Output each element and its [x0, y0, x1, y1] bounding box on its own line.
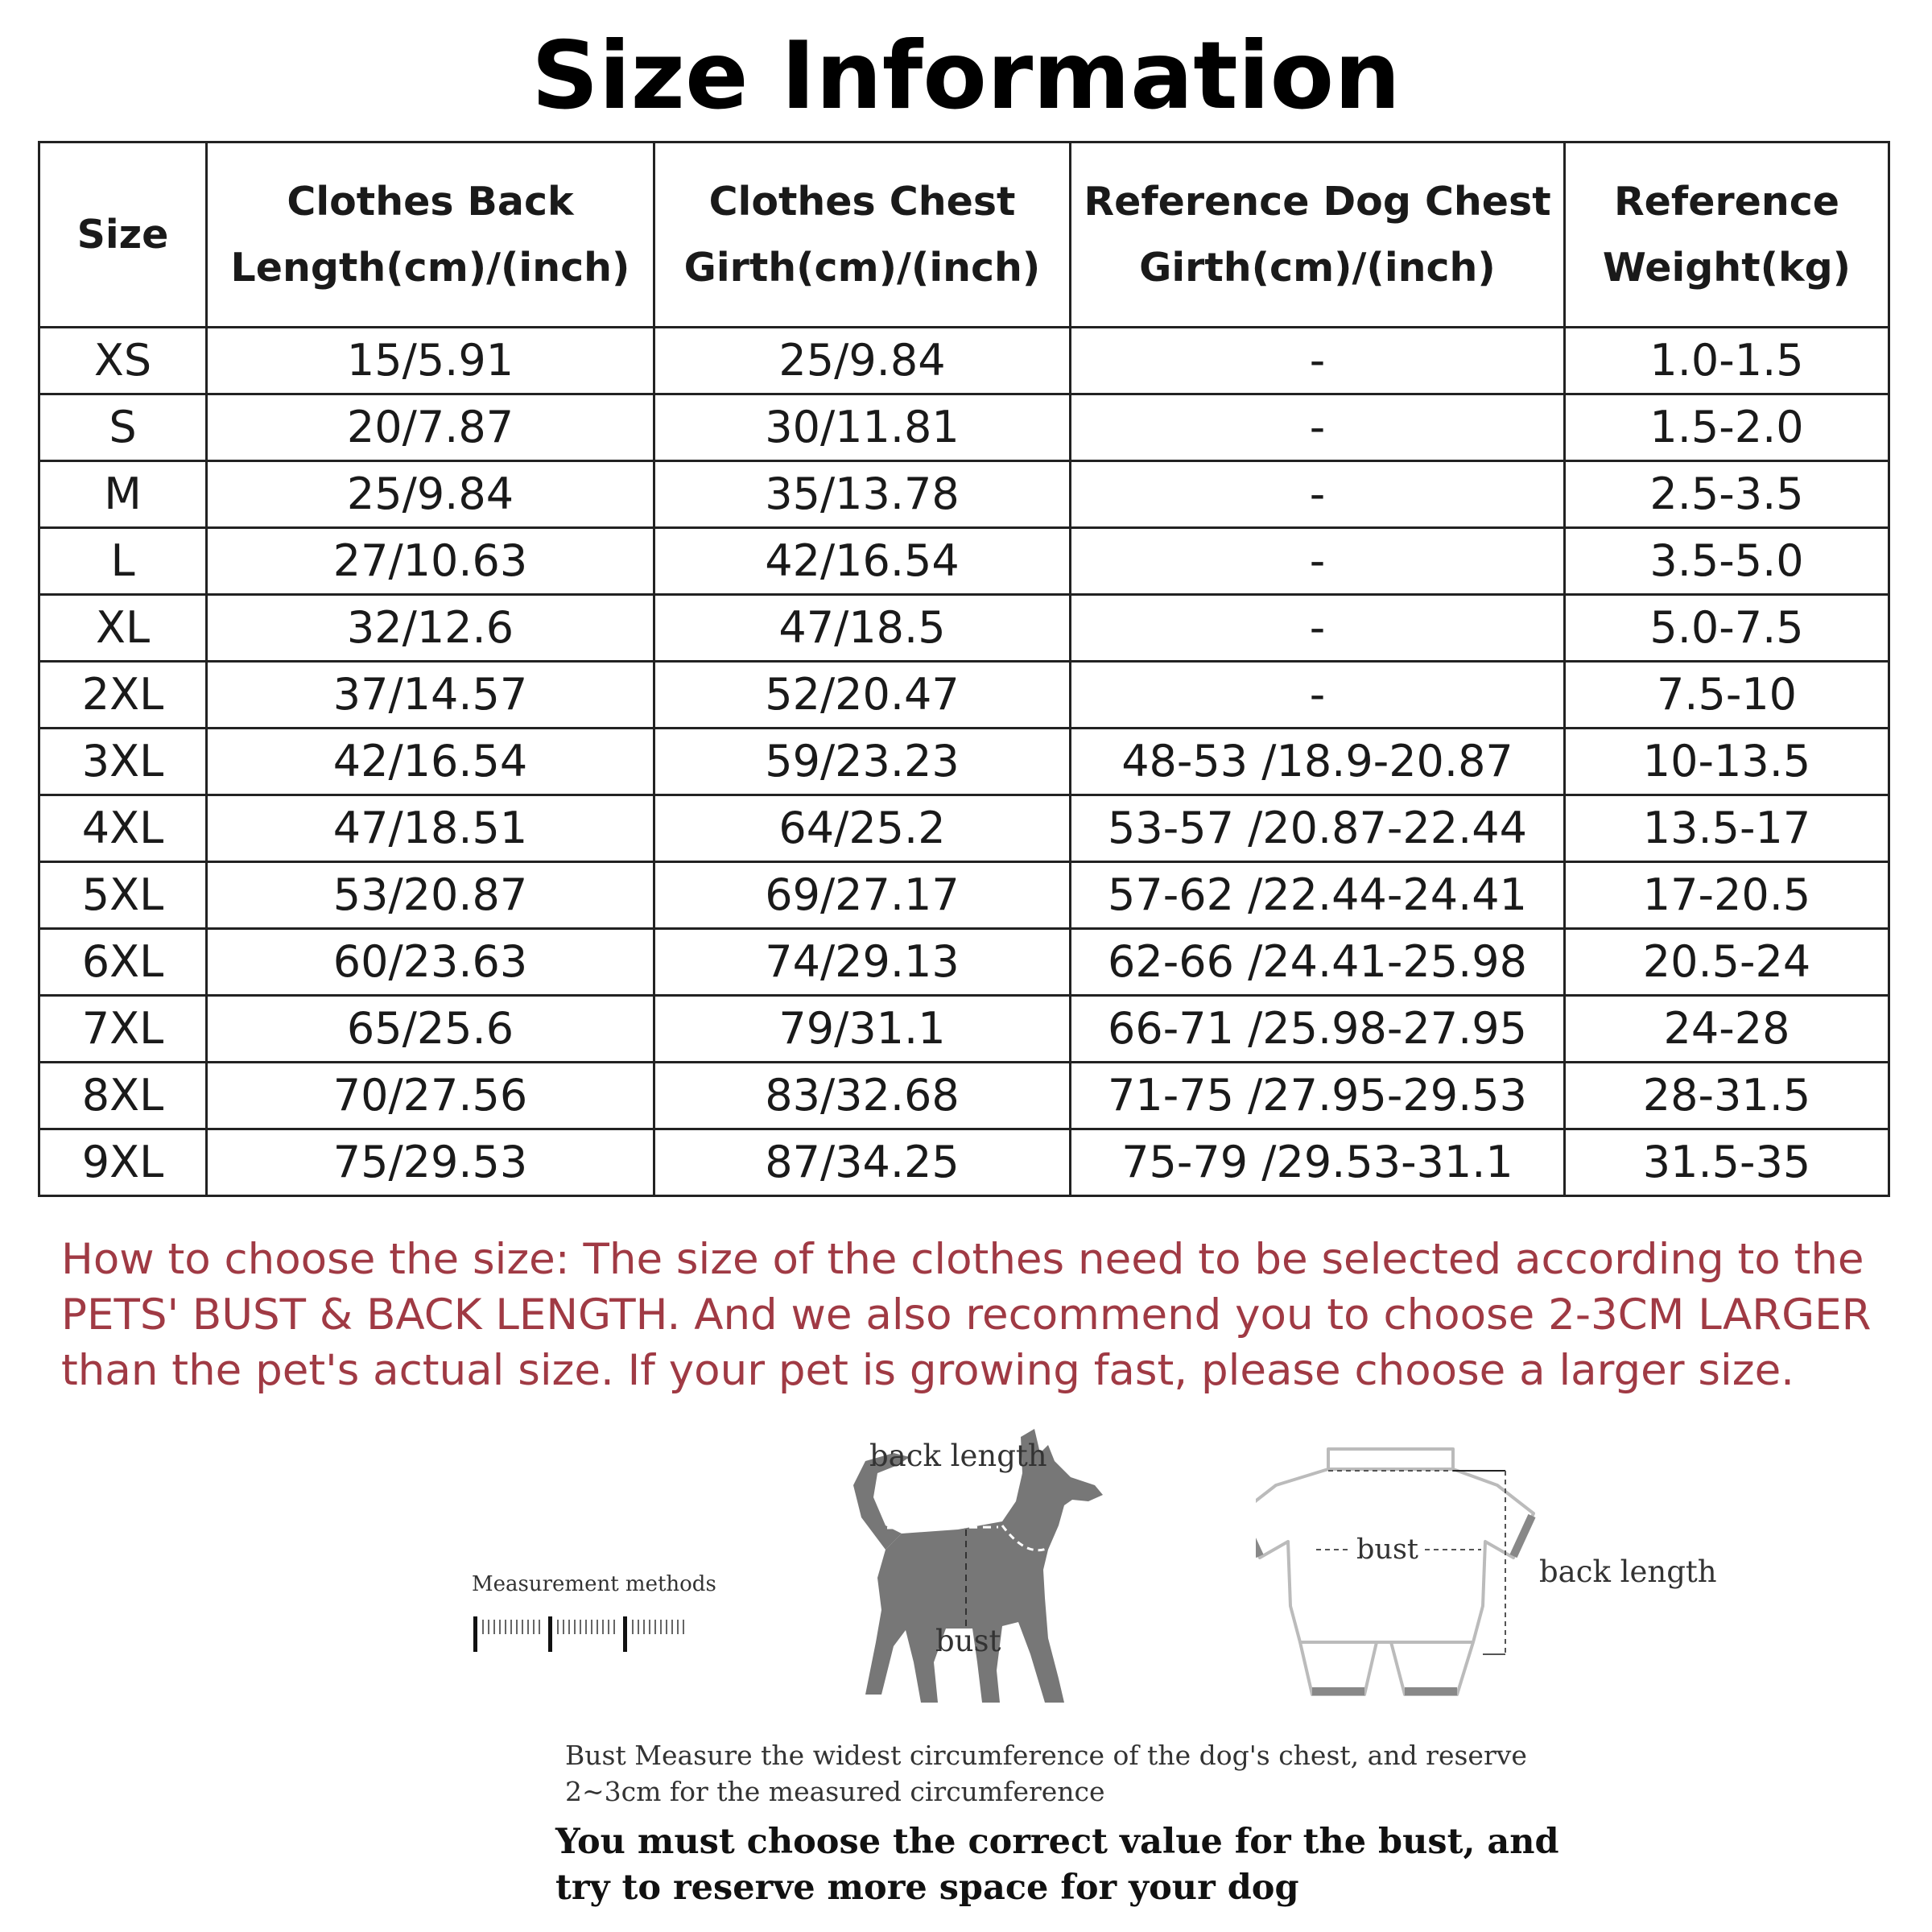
table-cell: 32/12.6 — [207, 595, 654, 662]
table-cell: 8XL — [39, 1063, 207, 1129]
table-cell: - — [1071, 394, 1565, 461]
column-header-line1: Reference Dog Chest — [1084, 178, 1551, 225]
ruler-label: Measurement methods — [472, 1572, 716, 1596]
table-cell: 65/25.6 — [207, 996, 654, 1063]
table-cell: 13.5-17 — [1565, 795, 1889, 862]
dog-bust-label: bust — [935, 1624, 1001, 1658]
table-cell: - — [1071, 662, 1565, 729]
table-cell: 69/27.17 — [654, 862, 1071, 929]
table-row — [39, 1129, 1889, 1196]
table-cell: M — [39, 461, 207, 528]
table-row — [39, 1063, 1889, 1129]
column-header-line1: Size — [76, 211, 169, 258]
table-cell: 60/23.63 — [207, 929, 654, 996]
column-header-line1: Clothes Chest — [708, 178, 1016, 225]
table-cell: 7.5-10 — [1565, 662, 1889, 729]
table-cell: 31.5-35 — [1565, 1129, 1889, 1196]
table-cell: S — [39, 394, 207, 461]
table-cell: 71-75 /27.95-29.53 — [1071, 1063, 1565, 1129]
table-cell: 15/5.91 — [207, 328, 654, 394]
table-cell: 37/14.57 — [207, 662, 654, 729]
column-header-3 — [1071, 142, 1565, 328]
table-cell: 10-13.5 — [1565, 729, 1889, 795]
column-header-line2: Weight(kg) — [1602, 244, 1852, 291]
column-header-0 — [39, 142, 207, 328]
table-cell: 2XL — [39, 662, 207, 729]
table-cell: 64/25.2 — [654, 795, 1071, 862]
table-cell: - — [1071, 328, 1565, 394]
header-row — [39, 142, 1889, 328]
table-row — [39, 328, 1889, 394]
table-cell: 1.5-2.0 — [1565, 394, 1889, 461]
table-cell: 1.0-1.5 — [1565, 328, 1889, 394]
garment-bust-label: bust — [1356, 1534, 1418, 1566]
table-cell: 24-28 — [1565, 996, 1889, 1063]
table-cell: 59/23.23 — [654, 729, 1071, 795]
table-cell: 7XL — [39, 996, 207, 1063]
column-header-line2: Girth(cm)/(inch) — [683, 244, 1041, 291]
table-cell: 6XL — [39, 929, 207, 996]
table-cell: 5XL — [39, 862, 207, 929]
table-cell: 53/20.87 — [207, 862, 654, 929]
ruler-icon — [472, 1610, 697, 1658]
table-cell: 75-79 /29.53-31.1 — [1071, 1129, 1565, 1196]
table-cell: 4XL — [39, 795, 207, 862]
table-cell: 52/20.47 — [654, 662, 1071, 729]
table-cell: XL — [39, 595, 207, 662]
table-cell: 35/13.78 — [654, 461, 1071, 528]
table-cell: 9XL — [39, 1129, 207, 1196]
table-cell: 48-53 /18.9-20.87 — [1071, 729, 1565, 795]
table-cell: XS — [39, 328, 207, 394]
table-cell: 17-20.5 — [1565, 862, 1889, 929]
table-cell: 27/10.63 — [207, 528, 654, 595]
table-row — [39, 595, 1889, 662]
table-cell: 30/11.81 — [654, 394, 1071, 461]
table-cell: 53-57 /20.87-22.44 — [1071, 795, 1565, 862]
table-cell: 47/18.51 — [207, 795, 654, 862]
table-cell: 87/34.25 — [654, 1129, 1071, 1196]
table-row — [39, 461, 1889, 528]
table-row — [39, 662, 1889, 729]
dog-back-length-label: back length — [869, 1439, 1047, 1473]
table-cell: 28-31.5 — [1565, 1063, 1889, 1129]
table-cell: 25/9.84 — [207, 461, 654, 528]
table-body — [39, 328, 1889, 1196]
table-row — [39, 996, 1889, 1063]
table-cell: 2.5-3.5 — [1565, 461, 1889, 528]
table-cell: 70/27.56 — [207, 1063, 654, 1129]
table-row — [39, 862, 1889, 929]
table-cell: 3XL — [39, 729, 207, 795]
table-row — [39, 528, 1889, 595]
column-header-4 — [1565, 142, 1889, 328]
table-cell: 74/29.13 — [654, 929, 1071, 996]
table-row — [39, 729, 1889, 795]
table-row — [39, 795, 1889, 862]
table-cell: 20.5-24 — [1565, 929, 1889, 996]
bust-warning: You must choose the correct value for the bust, and try to reserve more space for your dog — [555, 1822, 1559, 1908]
column-header-line2: Length(cm)/(inch) — [230, 244, 630, 291]
table-cell: 57-62 /22.44-24.41 — [1071, 862, 1565, 929]
table-cell: 20/7.87 — [207, 394, 654, 461]
table-cell: 83/32.68 — [654, 1063, 1071, 1129]
column-header-line2: Girth(cm)/(inch) — [1139, 244, 1496, 291]
page-title: Size Information — [531, 22, 1401, 130]
table-cell: 79/31.1 — [654, 996, 1071, 1063]
table-row — [39, 394, 1889, 461]
table-cell: 75/29.53 — [207, 1129, 654, 1196]
table-cell: 66-71 /25.98-27.95 — [1071, 996, 1565, 1063]
table-cell: 62-66 /24.41-25.98 — [1071, 929, 1565, 996]
table-cell: 3.5-5.0 — [1565, 528, 1889, 595]
table-cell: - — [1071, 595, 1565, 662]
table-row — [39, 929, 1889, 996]
garment-back-length-label: back length — [1539, 1554, 1717, 1589]
table-cell: 47/18.5 — [654, 595, 1071, 662]
column-header-1 — [207, 142, 654, 328]
bust-description: Bust Measure the widest circumference of the dog's chest, and reserve 2~3cm for the measured circumference — [565, 1740, 1527, 1807]
table-cell: 42/16.54 — [654, 528, 1071, 595]
measurement-diagram — [451, 1413, 1717, 1735]
size-guide-note: How to choose the size: The size of the clothes need to be selected according to the PETS' BUST & BACK LENGTH. And we also recommend you to choose 2-3CM LARGER than the pet's actual size. If your pet is growing fast, please choose a larger size. — [61, 1235, 1872, 1395]
table-cell: 25/9.84 — [654, 328, 1071, 394]
column-header-line1: Clothes Back — [287, 178, 574, 225]
table-cell: - — [1071, 461, 1565, 528]
table-cell: 42/16.54 — [207, 729, 654, 795]
table-cell: 5.0-7.5 — [1565, 595, 1889, 662]
column-header-2 — [654, 142, 1071, 328]
table-cell: - — [1071, 528, 1565, 595]
column-header-line1: Reference — [1613, 178, 1840, 225]
table-cell: L — [39, 528, 207, 595]
size-table — [38, 141, 1890, 1197]
